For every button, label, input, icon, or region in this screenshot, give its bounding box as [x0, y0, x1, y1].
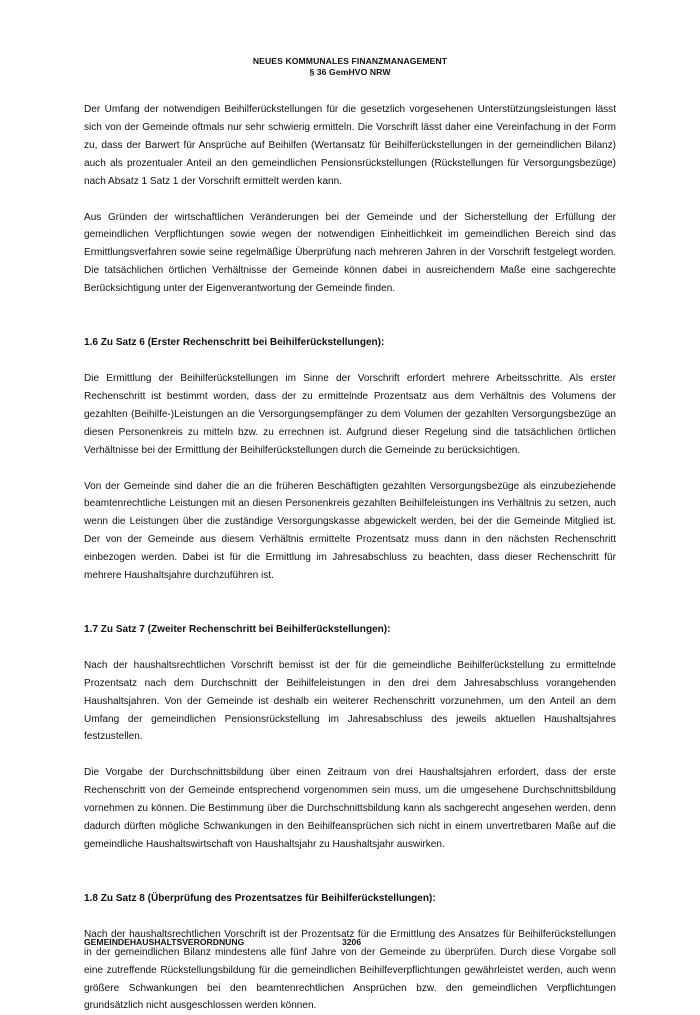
- section-1-6-paragraph-2: Von der Gemeinde sind daher die an die früheren Beschäftigten gezahlten Versorgungsbezüge als einzubeziehende beamtenrechtliche Leistungen mit an diesen Personenkreis gezahlten Beihilfeleistungen ins Verhältnis zu setzen, auch wenn die Leistungen über die zuständige Versorgungskasse abgewickelt werden, bei der die Gemeinde Mitglied ist. Der von der Gemeinde aus diesem Verhältnis ermittelte Prozentsatz muss dann in den nächsten Rechenschritt einbezogen werden. Dabei ist für die Ermittlung im Jahresabschluss zu beachten, dass dieser Rechenschritt für mehrere Haushaltsjahre durchzuführen ist.: [84, 480, 616, 582]
- page-number: 3206: [342, 937, 362, 947]
- section-1-8-paragraph-1: Nach der haushaltsrechtlichen Vorschrift ist der Prozentsatz für die Ermittlung des Ansatzes für Beihilferückstellungen in der gemeindlichen Bilanz mindestens alle fünf Jahre von der Gemeinde zu überprüfen. Durch diese Vorgabe soll eine zutreffende Rückstellungsbildung für die gemeindlichen Beihilfeverpflichtungen gewährleistet werden, auch wenn größere Schwankungen bei den beamtenrechtlichen Ansprüchen bzw. den gemeindlichen Verpflichtungen grundsätzlich nicht ausgeschlossen werden können.: [84, 928, 616, 1012]
- page-header: [0, 56, 700, 77]
- section-1-7-heading: 1.7 Zu Satz 7 (Zweiter Rechenschritt bei Beihilferückstellungen):: [84, 623, 391, 635]
- section-1-7-paragraph-2: Die Vorgabe der Durchschnittsbildung über einen Zeitraum von drei Haushaltsjahren erfordert, dass der erste Rechenschritt von der Gemeinde entsprechend vorgenommen sein muss, um die umgesehene Durchschnittsbildung vornehmen zu können. Die Bestimmung über die Durchschnittsbildung kann als sachgerecht angesehen werden, denn dadurch dürften mögliche Schwankungen in den Beihilfeansprüchen sich nicht in einem unvertretbaren Maße auf die gemeindliche Haushaltswirtschaft von Haushaltsjahr zu Haushaltsjahr auswirken.: [84, 767, 616, 850]
- header-title: NEUES KOMMUNALES FINANZMANAGEMENT: [252, 56, 448, 66]
- footer-label: GEMEINDEHAUSHALTSVERORDNUNG: [84, 937, 245, 947]
- header-section-ref: § 36 GemHVO NRW: [309, 66, 391, 77]
- intro-paragraph-1: Der Umfang der notwendigen Beihilferückstellungen für die gesetzlich vorgesehenen Unterstützungsleistungen lässt sich von der Gemeinde oftmals nur sehr schwierig ermitteln. Die Vorschrift lässt daher eine Vereinfachung in der Form zu, dass der Barwert für Ansprüche auf Beihilfen (Wertansatz für Beihilferückstellungen in der gemeindlichen Bilanz) auch als prozentualer Anteil an den gemeindlichen Pensionsrückstellungen (Rückstellungen für Versorgungsbezüge) nach Absatz 1 Satz 1 der Vorschrift ermittelt werden kann.: [84, 104, 616, 187]
- intro-paragraph-2: Aus Gründen der wirtschaftlichen Veränderungen bei der Gemeinde und der Sicherstellung der Erfüllung der gemeindlichen Verpflichtungen sowie wegen der notwendigen Einheitlichkeit im gemeindlichen Bereich sind das Ermittlungsverfahren sowie seine regelmäßige Überprüfung nach mehreren Jahren in der Vorschrift festgelegt worden. Die tatsächlichen örtlichen Verhältnisse der Gemeinde können dabei in ausreichendem Maße eine sachgerechte Berücksichtigung unter der Eigenverantwortung der Gemeinde finden.: [84, 211, 616, 295]
- section-1-7-paragraph-1: Nach der haushaltsrechtlichen Vorschrift bemisst ist der für die gemeindliche Beihilferückstellung zu ermittelnde Prozentsatz nach dem Durchschnitt der Beihilfeleistungen in den drei dem Jahresabschluss vorangehenden Haushaltsjahren. Von der Gemeinde ist deshalb ein weiterer Rechenschritt vorzunehmen, um den Anteil an dem Umfang der gemeindlichen Pensionsrückstellung im Jahresabschluss des jeweils aktuellen Haushaltsjahres festzustellen.: [84, 659, 616, 743]
- section-1-6-heading: 1.6 Zu Satz 6 (Erster Rechenschritt bei Beihilferückstellungen):: [84, 337, 385, 349]
- section-1-6-paragraph-1: Die Ermittlung der Beihilferückstellungen im Sinne der Vorschrift erfordert mehrere Arbeitsschritte. Als erster Rechenschritt ist bestimmt worden, dass der zu ermittelnde Prozentsatz aus dem Verhältnis des Volumens der gezahlten (Beihilfe-)Leistungen an die Versorgungsempfänger zu dem Volumen der gezahlten Versorgungsbezüge an diesen Personenkreis zu mitteln bzw. zu errechnen ist. Aufgrund dieser Regelung sind die tatsächlichen örtlichen Verhältnisse bei der Ermittlung der Beihilferückstellungen durch die Gemeinde zu berücksichtigen.: [84, 372, 616, 456]
- section-1-8-heading: 1.8 Zu Satz 8 (Überprüfung des Prozentsatzes für Beihilferückstellungen):: [84, 892, 436, 904]
- document-body: [84, 101, 616, 1015]
